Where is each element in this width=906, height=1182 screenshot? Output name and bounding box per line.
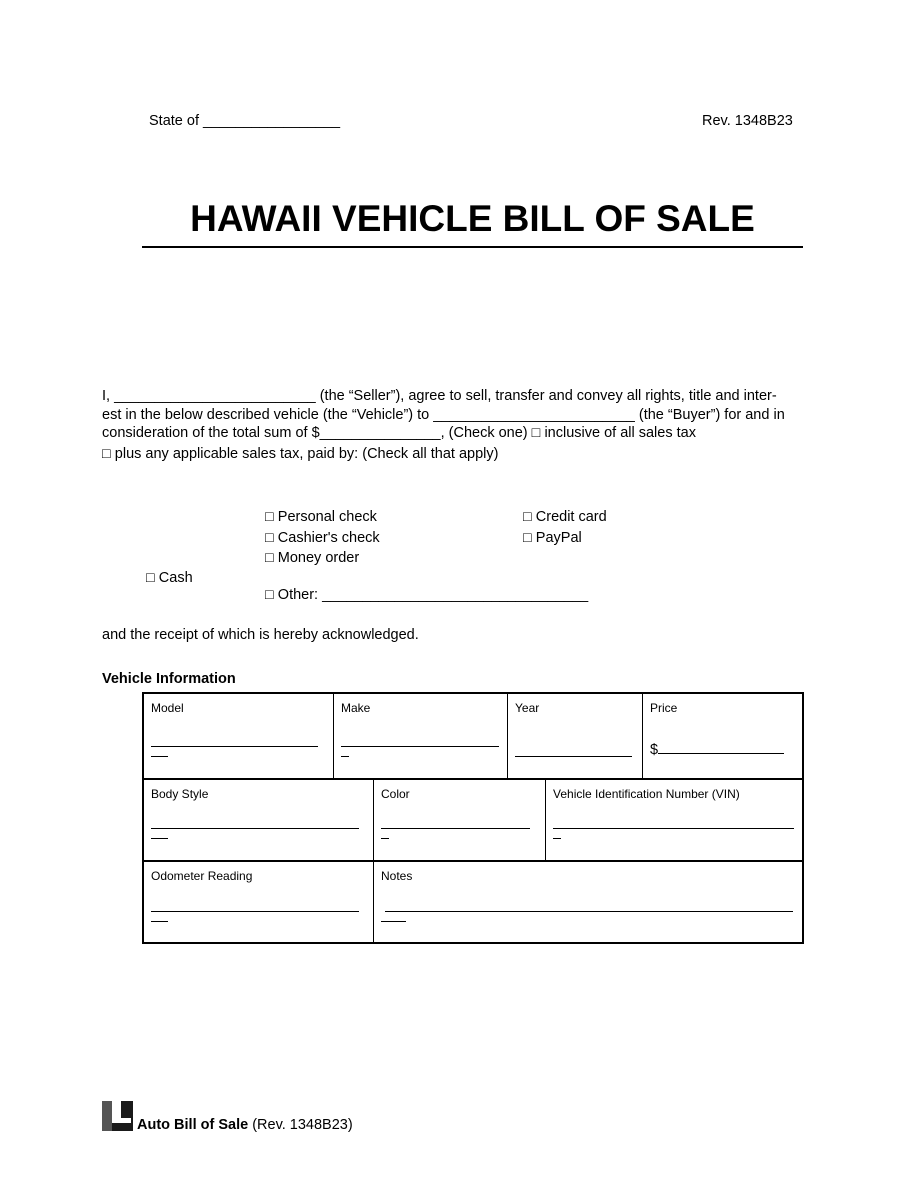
odometer-cell[interactable] — [143, 861, 374, 943]
body-style-label: Body Style — [151, 787, 209, 801]
payment-cashiers-check[interactable]: □ Cashier's check — [265, 530, 380, 546]
brand-logo-icon — [102, 1101, 133, 1131]
price-label: Price — [650, 701, 678, 715]
color-label: Color — [381, 787, 410, 801]
year-cell[interactable] — [508, 693, 643, 779]
notes-line-stub — [381, 912, 795, 924]
body-style-line-stub — [151, 829, 366, 841]
payment-money-order[interactable]: □ Money order — [265, 550, 360, 566]
intro-line-3: consideration of the total sum of $_______________, (Check one) □ inclusive of all sales tax — [102, 425, 696, 441]
vehicle-info-table — [142, 692, 804, 780]
vehicle-section-title: Vehicle Information — [102, 671, 236, 687]
title-divider — [142, 246, 803, 248]
make-label: Make — [341, 701, 371, 715]
color-cell[interactable] — [374, 779, 546, 861]
vin-cell[interactable] — [546, 779, 804, 861]
year-line — [515, 756, 632, 757]
notes-cell[interactable] — [374, 861, 804, 943]
receipt-acknowledgement: and the receipt of which is hereby acknowledged. — [102, 627, 419, 643]
footer-revision: (Rev. 1348B23) — [252, 1117, 353, 1133]
footer-title — [137, 1116, 353, 1134]
model-label: Model — [151, 701, 184, 715]
payment-cash[interactable]: □ Cash — [146, 570, 193, 586]
payment-credit-card[interactable]: □ Credit card — [523, 509, 607, 525]
intro-line-2: est in the below described vehicle (the “Vehicle”) to _________________________ (the “Buyer”) for and in — [102, 407, 785, 423]
intro-line-4: □ plus any applicable sales tax, paid by: (Check all that apply) — [102, 446, 499, 462]
price-dollar-sign: $ — [650, 742, 659, 758]
make-cell[interactable] — [334, 693, 508, 779]
payment-paypal[interactable]: □ PayPal — [523, 530, 582, 546]
revision-number: Rev. 1348B23 — [702, 113, 793, 129]
footer-doc-name: Auto Bill of Sale — [137, 1117, 249, 1133]
state-of-field: State of _________________ — [149, 113, 341, 129]
price-cell[interactable] — [643, 693, 804, 779]
make-line-stub — [341, 747, 500, 759]
payment-personal-check[interactable]: □ Personal check — [265, 509, 377, 525]
body-style-cell[interactable] — [143, 779, 374, 861]
intro-line-1: I, _________________________ (the “Seller”), agree to sell, transfer and convey all rights, title and inter- — [102, 388, 777, 404]
payment-other[interactable]: □ Other: _________________________________ — [265, 587, 589, 603]
vin-line-stub — [553, 829, 795, 841]
model-line-stub — [151, 747, 326, 759]
odometer-label: Odometer Reading — [151, 869, 253, 883]
color-line-stub — [381, 829, 538, 841]
vehicle-info-table-row2 — [142, 778, 804, 862]
document-title: HAWAII VEHICLE BILL OF SALE — [190, 198, 755, 239]
price-line — [658, 740, 784, 754]
odometer-line-stub — [151, 912, 366, 924]
year-label: Year — [515, 701, 540, 715]
vehicle-info-table-row3 — [142, 860, 804, 944]
model-cell[interactable] — [143, 693, 334, 779]
vin-label: Vehicle Identification Number (VIN) — [553, 787, 740, 801]
notes-label: Notes — [381, 869, 413, 883]
